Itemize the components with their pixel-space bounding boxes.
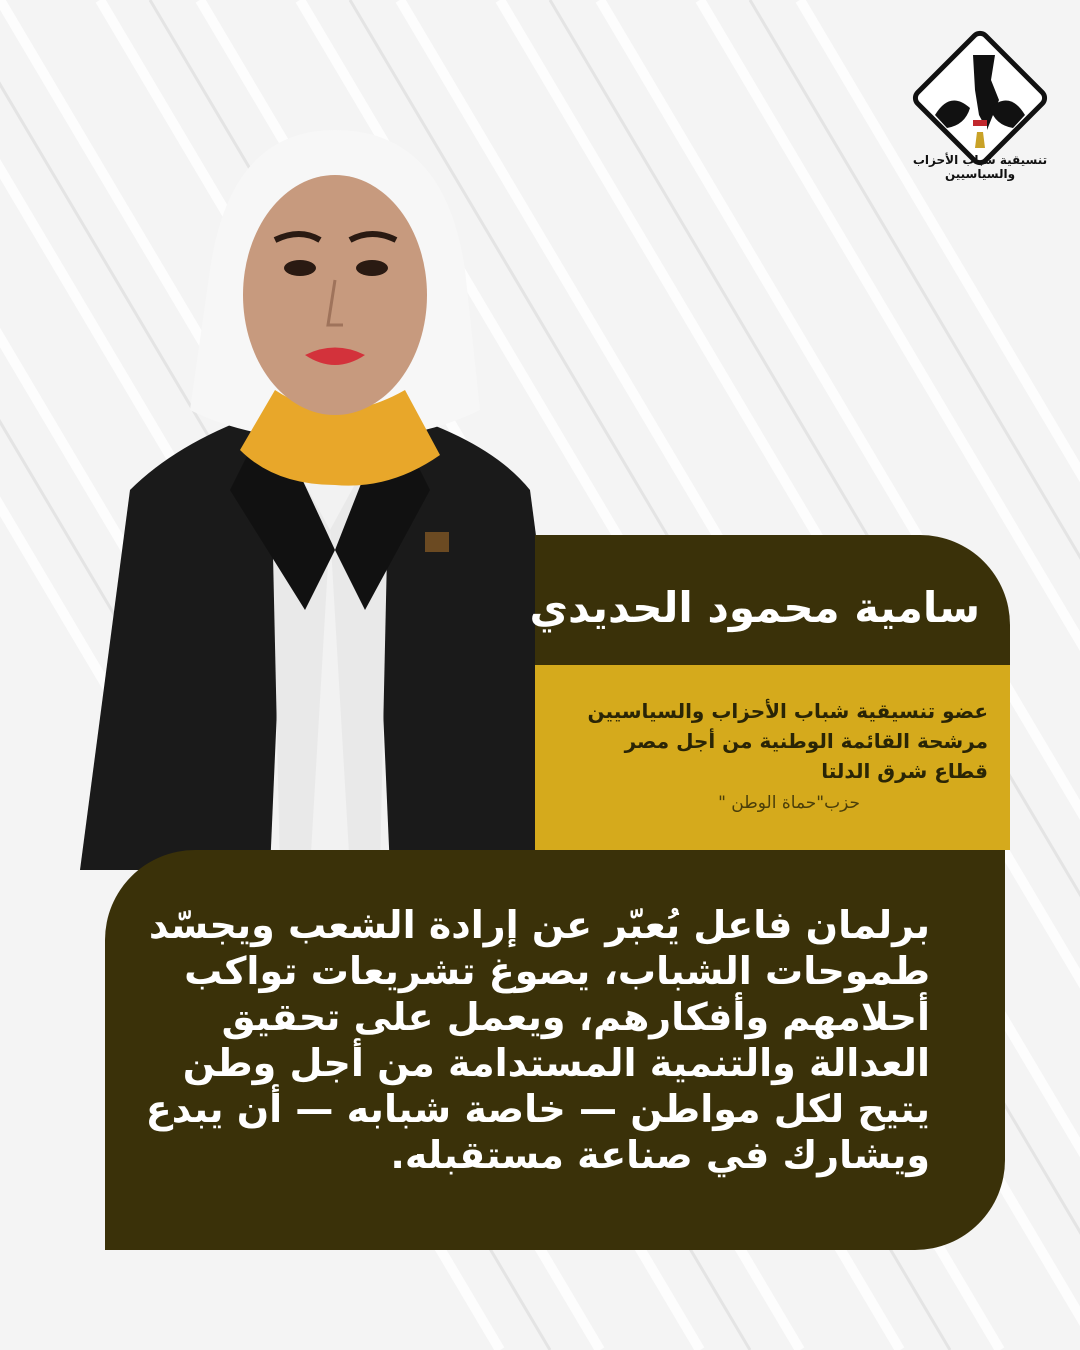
candidate-portrait	[60, 110, 600, 870]
candidacy-line: مرشحة القائمة الوطنية من أجل مصر	[624, 729, 988, 753]
name-panel	[529, 535, 1010, 665]
quote-line: ويشارك في صناعة مستقبله.	[390, 1133, 930, 1177]
quote-text	[145, 902, 930, 1178]
district-line: قطاع شرق الدلتا	[821, 759, 988, 783]
quote-line: يتيح لكل مواطن — خاصة شبابه — أن يبدع	[145, 1087, 930, 1131]
info-panel	[535, 665, 1010, 850]
membership-line: عضو تنسيقية شباب الأحزاب والسياسيين	[587, 699, 988, 723]
quote-line: أحلامهم وأفكارهم، ويعمل على تحقيق	[221, 995, 930, 1039]
quote-panel	[105, 850, 1005, 1250]
candidate-name: سامية محمود الحديدي	[529, 583, 980, 632]
party-line: حزب"حماة الوطن "	[718, 793, 860, 813]
quote-line: برلمان فاعل يُعبّر عن إرادة الشعب ويجسّد	[148, 903, 930, 947]
quote-line: العدالة والتنمية المستدامة من أجل وطن	[182, 1041, 930, 1085]
logo-caption: تنسيقية شباب الأحزاب والسياسيين	[912, 153, 1048, 181]
quote-line: طموحات الشباب، يصوغ تشريعات تواكب	[184, 949, 930, 993]
